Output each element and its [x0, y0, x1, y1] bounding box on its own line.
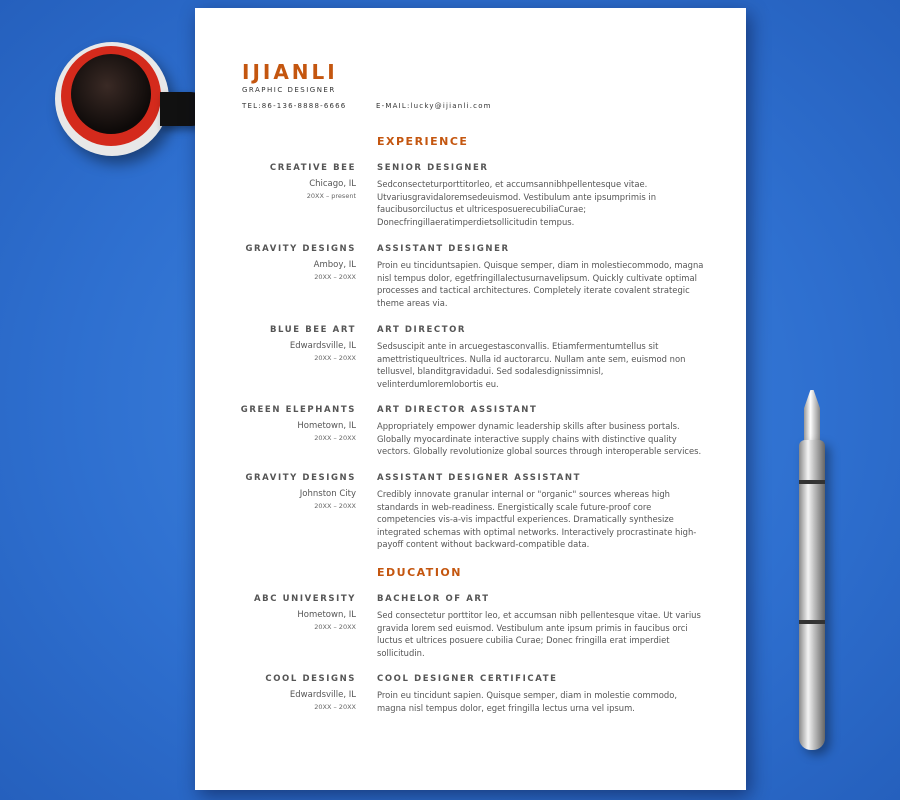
- section-education: EDUCATION: [377, 566, 462, 579]
- entry-organization: GRAVITY DESIGNS: [245, 244, 356, 254]
- description-line: luctus et ultrices posuere cubilia Curae; Donec fringilla erat imperdiet: [377, 635, 670, 646]
- candidate-name: IJIANLI: [242, 60, 338, 84]
- description-line: velinterdumloremlobortis eu.: [377, 378, 499, 389]
- entry-organization: BLUE BEE ART: [269, 325, 356, 335]
- description-line: Globally myocardinate interactive supply chains with distinctive quality: [377, 433, 677, 444]
- entry-description: [377, 689, 677, 714]
- description-line: Sedconsecteturporttitorleo, et accumsannibhpellentesque vitae.: [377, 179, 648, 189]
- entry-description: [377, 609, 701, 659]
- phone: TEL:86-136-8888-6666: [242, 102, 347, 110]
- resume-page: [195, 8, 746, 790]
- description-line: faucibusorciluctus et ultricesposuerecubiliaCurae;: [377, 204, 587, 215]
- entry-location: Edwardsville, IL: [289, 690, 356, 700]
- entry-location: Hometown, IL: [297, 421, 356, 431]
- entry-description: [377, 340, 685, 390]
- description-line: Sedsuscipit ante in arcuegestasconvallis. Etiamfermentumtellus sit: [377, 341, 659, 351]
- entry-description: [377, 420, 701, 458]
- description-line: payoff content without backward-compatible data.: [377, 539, 590, 550]
- entry-organization: CREATIVE BEE: [269, 163, 356, 173]
- description-line: Appropriately empower dynamic leadership skills after business portals.: [377, 421, 680, 431]
- entry-title: ART DIRECTOR: [377, 325, 467, 335]
- description-line: theme areas via.: [377, 297, 448, 308]
- entry-title: SENIOR DESIGNER: [377, 163, 489, 173]
- entry-location: Amboy, IL: [313, 260, 356, 270]
- entry-title: ASSISTANT DESIGNER: [377, 244, 510, 254]
- entry-title: ASSISTANT DESIGNER ASSISTANT: [377, 473, 582, 483]
- coffee-cup: [55, 42, 169, 156]
- description-line: Proin eu tinciduntsapien. Quisque semper, diam in molestiecommodo, magna: [377, 260, 704, 270]
- description-line: tellusvel, blanditgravidadui. Sed sodalesdignissimnisl,: [377, 366, 604, 377]
- description-line: amettristiqueultrices. Nulla id auctorarcu. Nullam ante sem, euismod non: [377, 353, 686, 364]
- section-experience: EXPERIENCE: [377, 135, 469, 148]
- entry-dates: 20XX – 20XX: [314, 434, 356, 442]
- entry-location: Hometown, IL: [297, 610, 356, 620]
- pen-tip: [804, 390, 820, 442]
- description-line: integrated schemas with optimal networks. Interactively procrastinate high-: [377, 526, 697, 537]
- entry-dates: 20XX – 20XX: [314, 623, 356, 631]
- description-line: processes and tactical architectures. Completely iterate covalent strategic: [377, 285, 690, 296]
- description-line: vectors. Globally revolutionize global sources through interoperable services.: [377, 446, 702, 457]
- entry-dates: 20XX – present: [306, 192, 356, 200]
- entry-location: Chicago, IL: [309, 179, 356, 189]
- description-line: nisl tempus dolor, egetfringillalectusurnavelipsum. Quickly cultivate optimal: [377, 272, 697, 283]
- entry-title: COOL DESIGNER CERTIFICATE: [377, 674, 558, 684]
- entry-location: Edwardsville, IL: [289, 341, 356, 351]
- entry-dates: 20XX – 20XX: [314, 354, 356, 362]
- entry-organization: COOL DESIGNS: [265, 674, 356, 684]
- pen: [799, 440, 825, 750]
- entry-dates: 20XX – 20XX: [314, 273, 356, 281]
- entry-description: [377, 178, 656, 228]
- entry-organization: GRAVITY DESIGNS: [245, 473, 356, 483]
- email: E-MAIL:lucky@ijianli.com: [376, 102, 492, 110]
- description-line: Donecfringillaeratimperdietsollicitudin tempus.: [377, 216, 575, 227]
- entry-dates: 20XX – 20XX: [314, 502, 356, 510]
- description-line: Sed consectetur porttitor leo, et accumsan nibh pellentesque vitae. Ut varius: [377, 610, 701, 620]
- entry-description: [377, 259, 703, 309]
- entry-organization: ABC UNIVERSITY: [253, 594, 356, 604]
- description-line: Proin eu tincidunt sapien. Quisque semper, diam in molestie commodo,: [377, 690, 678, 700]
- description-line: Utvariusgravidaloremsedeuismod. Vestibulum ante ipsumprimis in: [377, 191, 657, 202]
- description-line: standards in web-readiness. Energistically scale future-proof core: [377, 501, 652, 512]
- description-line: gravida lorem sed euismod. Vestibulum ante ipsum primis in faucibus orci: [377, 622, 688, 633]
- description-line: sollicitudin.: [377, 647, 425, 658]
- description-line: competencies vis-a-vis impactful experiences. Dramatically synthesize: [377, 514, 674, 525]
- entry-description: [377, 488, 696, 551]
- entry-organization: GREEN ELEPHANTS: [240, 405, 356, 415]
- entry-title: BACHELOR OF ART: [377, 594, 490, 604]
- entry-title: ART DIRECTOR ASSISTANT: [377, 405, 538, 415]
- description-line: Credibly innovate granular internal or "organic" sources whereas high: [377, 489, 670, 499]
- entry-location: Johnston City: [299, 489, 356, 499]
- candidate-role: GRAPHIC DESIGNER: [242, 86, 336, 94]
- description-line: magna nisl tempus dolor, eget fringilla lectus urna vel ipsum.: [377, 702, 635, 713]
- entry-dates: 20XX – 20XX: [314, 703, 356, 711]
